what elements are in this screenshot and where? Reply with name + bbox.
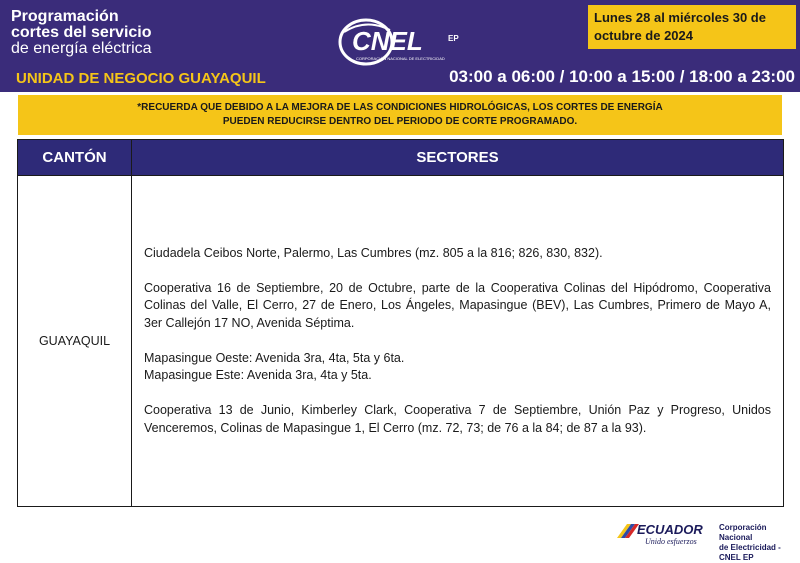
notice-line-1: *RECUERDA QUE DEBIDO A LA MEJORA DE LAS CONDICIONES HIDROLÓGICAS, LOS CORTES DE ENERGÍA [137, 102, 663, 113]
logo-text: CNEL [352, 26, 423, 56]
outage-hours: 03:00 a 06:00 / 10:00 a 15:00 / 18:00 a 23:00 [449, 67, 795, 86]
sector-entry: Cooperativa 16 de Septiembre, 20 de Octubre, parte de la Cooperativa Colinas del Hipódromo, Cooperativa Colinas del Valle, El Cerro, 27 de Enero, Los Ángeles, Mapasingue (BEV), Las Cumbres, Primero de Mayo A, 3er Callejón 17 NO, Avenida Séptima. [144, 280, 771, 330]
ecuador-logo [613, 518, 713, 548]
ecuador-slogan: Unido esfuerzos [645, 537, 697, 546]
title-line-2: cortes del servicio [11, 24, 152, 41]
canton-cell: GUAYAQUIL [18, 176, 132, 507]
footer-organization [719, 523, 800, 563]
footer-org-line-1: Corporación Nacional [719, 523, 767, 542]
date-range-text: Lunes 28 al miércoles 30 de octubre de 2024 [594, 10, 766, 43]
sectors-cell [132, 176, 784, 507]
notice-line-2: PUEDEN REDUCIRSE DENTRO DEL PERIODO DE CORTE PROGRAMADO. [222, 116, 578, 127]
sector-entry: Mapasingue Este: Avenida 3ra, 4ta y 5ta. [144, 368, 372, 383]
schedule-table [17, 139, 784, 507]
notice-banner [18, 95, 782, 135]
logo-subtitle: CORPORACIÓN NACIONAL DE ELECTRICIDAD [356, 56, 445, 61]
table-header-row [18, 140, 784, 176]
title-line-1: Programación [11, 8, 119, 25]
footer-org-line-2: de Electricidad - CNEL EP [719, 543, 781, 562]
sector-entry: Cooperativa 13 de Junio, Kimberley Clark, Cooperativa 7 de Septiembre, Unión Paz y Progreso, Unidos Venceremos, Colinas de Mapasingue 1, El Cerro (mz. 72, 73; de 76 a la 84; de 87 a la 93). [144, 403, 771, 435]
page-title [11, 9, 152, 57]
sector-entry: Ciudadela Ceibos Norte, Palermo, Las Cumbres (mz. 805 a la 816; 826, 830, 832). [144, 245, 603, 260]
business-unit-label: UNIDAD DE NEGOCIO GUAYAQUIL [16, 70, 266, 87]
sector-entry: Mapasingue Oeste: Avenida 3ra, 4ta, 5ta y 6ta. [144, 350, 405, 365]
cnel-logo [338, 12, 468, 70]
header-banner [0, 0, 800, 92]
date-range-badge [588, 5, 796, 49]
ecuador-brand: ECUADOR [637, 522, 703, 537]
column-header-canton: CANTÓN [18, 140, 132, 176]
column-header-sectors: SECTORES [132, 140, 784, 176]
table-row [18, 176, 784, 507]
logo-suffix: EP [448, 34, 459, 43]
title-line-3: de energía eléctrica [11, 40, 152, 57]
